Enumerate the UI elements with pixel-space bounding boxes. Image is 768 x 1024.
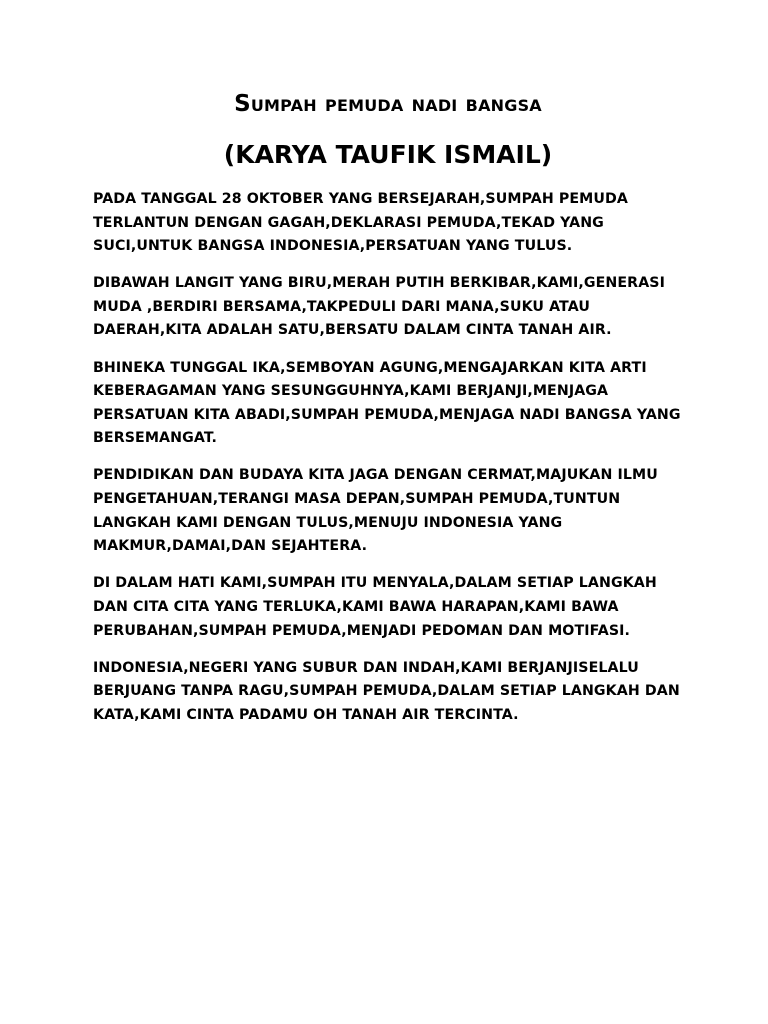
poem-stanzas bbox=[93, 188, 683, 727]
document-body bbox=[93, 88, 683, 741]
document-title: Sumpah pemuda nadi bangsa bbox=[234, 91, 542, 117]
stanza-2: DIBAWAH LANGIT YANG BIRU,MERAH PUTIH BERKIBAR,KAMI,GENERASI MUDA ,BERDIRI BERSAMA,TAKPEDULI DARI MANA,SUKU ATAU DAERAH,KITA ADALAH SATU,BERSATU DALAM CINTA TANAH AIR. bbox=[93, 275, 665, 339]
document-subtitle: (KARYA TAUFIK ISMAIL) bbox=[223, 140, 553, 169]
stanza-6: INDONESIA,NEGERI YANG SUBUR DAN INDAH,KAMI BERJANJISELALU BERJUANG TANPA RAGU,SUMPAH PEMUDA,DALAM SETIAP LANGKAH DAN KATA,KAMI CINTA PADAMU OH TANAH AIR TERCINTA. bbox=[93, 659, 680, 723]
stanza-5: DI DALAM HATI KAMI,SUMPAH ITU MENYALA,DALAM SETIAP LANGKAH DAN CITA CITA YANG TERLUKA,KAMI BAWA HARAPAN,KAMI BAWA PERUBAHAN,SUMPAH PEMUDA,MENJADI PEDOMAN DAN MOTIFASI. bbox=[93, 575, 657, 639]
stanza-3: BHINEKA TUNGGAL IKA,SEMBOYAN AGUNG,MENGAJARKAN KITA ARTI KEBERAGAMAN YANG SESUNGGUHNYA,KAMI BERJANJI,MENJAGA PERSATUAN KITA ABADI,SUMPAH PEMUDA,MENJAGA NADI BANGSA YANG BERSEMANGAT. bbox=[93, 359, 681, 447]
stanza-4: PENDIDIKAN DAN BUDAYA KITA JAGA DENGAN CERMAT,MAJUKAN ILMU PENGETAHUAN,TERANGI MASA DEPAN,SUMPAH PEMUDA,TUNTUN LANGKAH KAMI DENGAN TULUS,MENUJU INDONESIA YANG MAKMUR,DAMAI,DAN SEJAHTERA. bbox=[93, 467, 658, 555]
stanza-1: PADA TANGGAL 28 OKTOBER YANG BERSEJARAH,SUMPAH PEMUDA TERLANTUN DENGAN GAGAH,DEKLARASI PEMUDA,TEKAD YANG SUCI,UNTUK BANGSA INDONESIA,PERSATUAN YANG TULUS. bbox=[93, 191, 628, 255]
